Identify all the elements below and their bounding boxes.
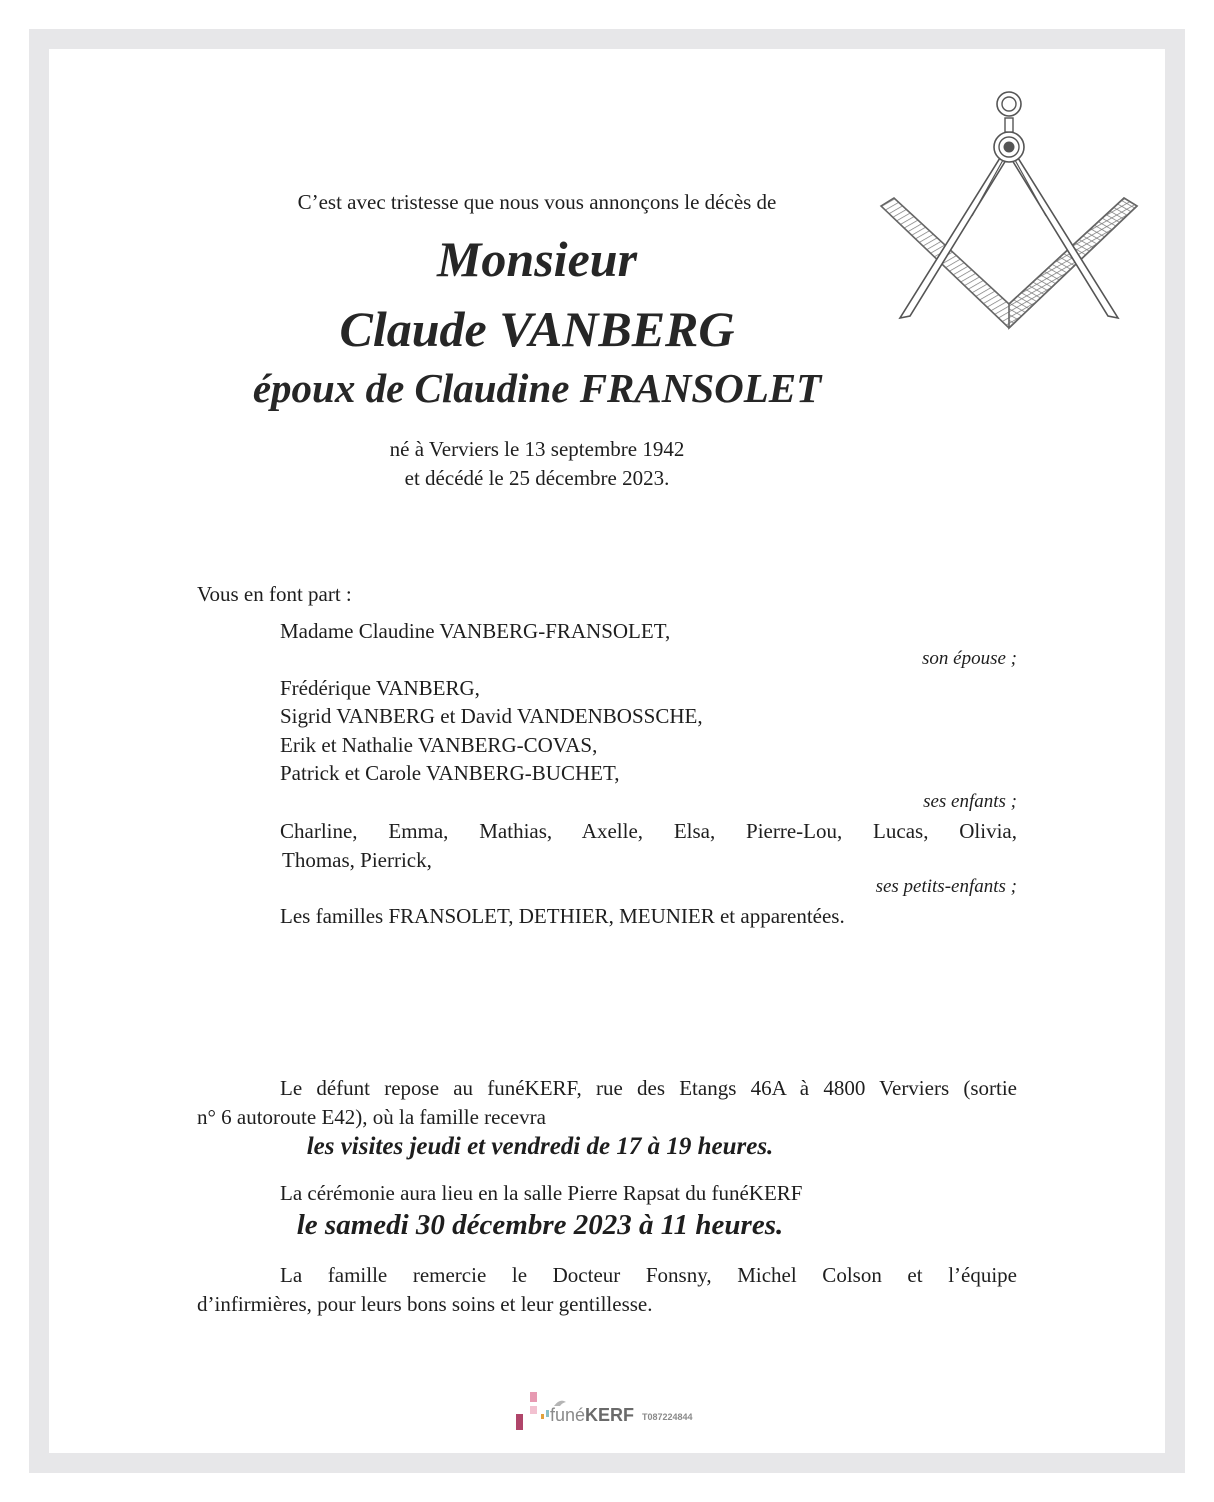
thanks-line: La famille remercie le Docteur Fonsny, Michel Colson et l’équipe xyxy=(280,1263,1017,1287)
spouse-line: époux de Claudine FRANSOLET xyxy=(252,365,822,411)
family-wife-role: son épouse ; xyxy=(922,648,1017,669)
deceased-name: Claude VANBERG xyxy=(339,301,735,357)
honorific-title: Monsieur xyxy=(436,231,638,287)
family-child: Patrick et Carole VANBERG-BUCHET, xyxy=(280,761,620,785)
family-others: Les familles FRANSOLET, DETHIER, MEUNIER et apparentées. xyxy=(280,904,845,928)
family-child: Erik et Nathalie VANBERG-COVAS, xyxy=(280,733,598,757)
grandchildren-line: Charline, Emma, Mathias, Axelle, Elsa, Pierre-Lou, Lucas, Olivia, xyxy=(280,819,1017,843)
funekerf-logo-text: funéKERF xyxy=(550,1405,635,1425)
family-grandchildren-role: ses petits-enfants ; xyxy=(875,876,1017,897)
family-child: Frédérique VANBERG, xyxy=(280,676,480,700)
intro-line: C’est avec tristesse que nous vous annonçons le décès de xyxy=(297,190,777,214)
thanks-line: d’infirmières, pour leurs bons soins et leur gentillesse. xyxy=(197,1292,653,1316)
death-line: et décédé le 25 décembre 2023. xyxy=(404,466,670,490)
family-children-role: ses enfants ; xyxy=(923,791,1017,812)
visits-line: les visites jeudi et vendredi de 17 à 19 heures. xyxy=(306,1133,774,1160)
funekerf-code: T087224844 xyxy=(642,1412,693,1422)
family-child: Sigrid VANBERG et David VANDENBOSSCHE, xyxy=(280,704,703,728)
grandchildren-line: Thomas, Pierrick, xyxy=(282,848,432,872)
birth-line: né à Verviers le 13 septembre 1942 xyxy=(389,437,685,461)
ceremony-line: La cérémonie aura lieu en la salle Pierre Rapsat du funéKERF xyxy=(280,1181,803,1205)
rest-line: n° 6 autoroute E42), où la famille recevra xyxy=(197,1105,546,1129)
announcers-label: Vous en font part : xyxy=(197,582,352,606)
ceremony-date: le samedi 30 décembre 2023 à 11 heures. xyxy=(296,1209,784,1241)
family-wife: Madame Claudine VANBERG-FRANSOLET, xyxy=(280,619,671,643)
rest-line: Le défunt repose au funéKERF, rue des Etangs 46A à 4800 Verviers (sortie xyxy=(280,1076,1017,1100)
